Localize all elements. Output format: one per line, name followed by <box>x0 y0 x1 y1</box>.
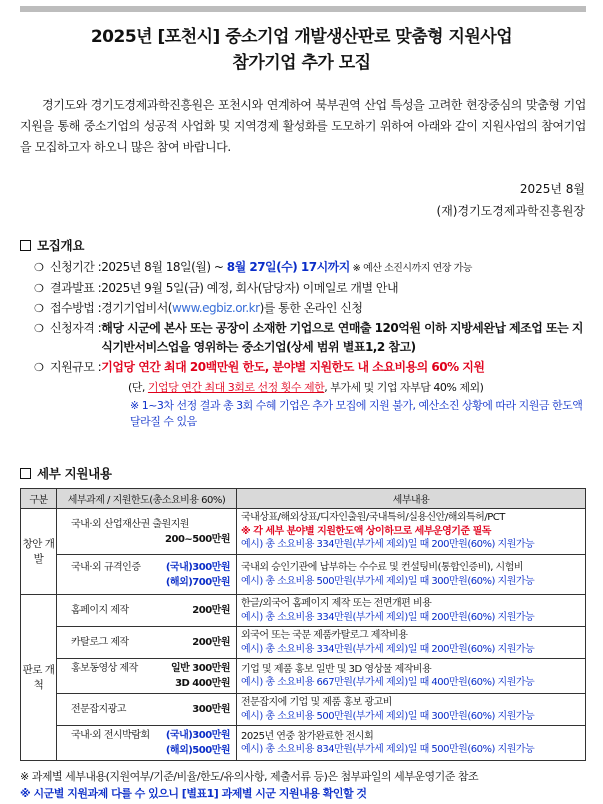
checkbox-square-icon <box>20 240 31 251</box>
table-header-row <box>21 489 586 509</box>
task-cell: 국내·외 규격인증 (국내)300만원 (해외)700만원 <box>57 555 237 595</box>
detail-cell: 한글/외국어 홈페이지 제작 또는 전면개편 비용 예시) 총 소요비용 334만원(부가세 제외)일 때 200만원(60%) 지원가능 <box>237 595 586 627</box>
footnotes <box>20 768 586 802</box>
circle-bullet-icon: ❍ <box>34 261 44 274</box>
table-row <box>21 509 586 555</box>
circle-bullet-icon: ❍ <box>34 361 44 374</box>
task-cell: 홈페이지 제작 200만원 <box>57 595 237 627</box>
table-row <box>21 659 586 694</box>
table-row <box>21 627 586 659</box>
egbiz-link[interactable]: www.egbiz.or.kr <box>171 301 260 315</box>
category-cell: 창안 개발 <box>21 509 57 595</box>
detail-cell: 기업 및 제품 홍보 일반 및 3D 영상물 제작비용 예시) 총 소요비용 667만원(부가세 제외)일 때 400만원(60%) 지원가능 <box>237 659 586 694</box>
category-cell: 판로 개척 <box>21 595 57 761</box>
list-item-period: ❍ 신청기간 : 2025년 8월 18일(월) ~ 8월 27일(수) 17시까지 ※ 예산 소진시까지 연장 가능 <box>34 258 594 278</box>
section-heading-overview: 모집개요 <box>20 236 84 254</box>
header-task: 세부과제 / 지원한도(총소요비용 60%) <box>57 489 237 509</box>
task-cell: 국내·외 전시박람회 (국내)300만원 (해외)500만원 <box>57 726 237 761</box>
scale-exception-note: (단, 기업당 연간 최대 3회로 선정 횟수 제한, 부가세 및 기업 자부담 40% 제외) <box>128 381 484 394</box>
task-cell: 국내·외 산업재산권 출원지원 200~500만원 <box>57 509 237 555</box>
selection-limit-note: ※ 1~3차 선정 결과 총 3회 수혜 기업은 추가 모집에 지원 불가, 예산소진 상황에 따라 지원금 한도액 달라질 수 있음 <box>130 399 583 428</box>
table-row <box>21 595 586 627</box>
issuer-block <box>437 178 585 222</box>
detail-cell: 국내상표/해외상표/디자인출원/국내특허/실용신안/해외특허/PCT ※ 각 세부 분야별 지원한도액 상이하므로 세부운영기준 필독 예시) 총 소요비용 334만원(부가세 제외)일 때 200만원(60%) 지원가능 <box>237 509 586 555</box>
support-table <box>20 488 586 761</box>
checkbox-square-icon <box>20 468 31 479</box>
task-cell: 전문잡지광고 300만원 <box>57 694 237 726</box>
circle-bullet-icon: ❍ <box>34 282 44 295</box>
list-item-scale: ❍ 지원규모 : 기업당 연간 최대 20백만원 한도, 분야별 지원한도 내 소요비용의 60% 지원 <box>34 358 594 377</box>
footnote-city-check: ※ 시군별 지원과제 다를 수 있으니 [별표1] 과제별 시군 지원내용 확인할 것 <box>20 787 367 800</box>
issue-date: 2025년 8월 <box>519 182 585 196</box>
detail-cell: 외국어 또는 국문 제품카탈로그 제작비용 예시) 총 소요비용 334만원(부가세 제외)일 때 200만원(60%) 지원가능 <box>237 627 586 659</box>
list-item-announce: ❍ 결과발표 : 2025년 9월 5일(금) 예정, 회사(담당자) 이메일로 개별 안내 <box>34 279 594 298</box>
task-cell: 홍보동영상 제작 일반 300만원 3D 400만원 <box>57 659 237 694</box>
footnote-guideline: ※ 과제별 세부내용(지원여부/기준/비율/한도/유의사항, 제출서류 등)은 첨부파일의 세부운영기준 참조 <box>20 770 479 783</box>
issuer-org: (재)경기도경제과학진흥원장 <box>436 204 585 218</box>
table-row <box>21 694 586 726</box>
header-detail: 세부내용 <box>237 489 586 509</box>
detail-cell: 전문잡지에 기업 및 제품 홍보 광고비 예시) 총 소요비용 500만원(부가세 제외)일 때 300만원(60%) 지원가능 <box>237 694 586 726</box>
header-category: 구분 <box>21 489 57 509</box>
detail-cell: 2025년 연중 참가완료한 전시회 예시) 총 소요비용 834만원(부가세 제외)일 때 500만원(60%) 지원가능 <box>237 726 586 761</box>
list-item-qualification: ❍ 신청자격 : 해당 시군에 본사 또는 공장이 소재한 기업으로 연매출 120억원 이하 지방세완납 제조업 또는 지식기반서비스업을 영위하는 중소기업(상세 범위 별표1,2 참고) <box>34 319 594 357</box>
title-line-1: 2025년 [포천시] 중소기업 개발생산판로 맞춤형 지원사업 <box>90 27 513 47</box>
overview-list <box>34 258 594 378</box>
circle-bullet-icon: ❍ <box>34 322 44 335</box>
list-item-method: ❍ 접수방법 : 경기기업비서(www.egbiz.or.kr)를 통한 온라인 신청 <box>34 299 594 318</box>
intro-paragraph: 경기도와 경기도경제과학진흥원은 포천시와 연계하여 북부권역 산업 특성을 고려한 현장중심의 맞춤형 기업지원을 통해 중소기업의 성공적 사업화 및 지역경제 활성화를 도모하기 위하여 아래와 같이 지원사업의 참여기업을 모집하고자 하오니 많은 참여 바랍니다. <box>20 98 586 154</box>
circle-bullet-icon: ❍ <box>34 302 44 315</box>
table-row <box>21 726 586 761</box>
task-cell: 카탈로그 제작 200만원 <box>57 627 237 659</box>
detail-cell: 국내외 승인기관에 납부하는 수수료 및 컨설팅비(통합인증비), 시험비 예시) 총 소요비용 500만원(부가세 제외)일 때 300만원(60%) 지원가능 <box>237 555 586 595</box>
table-row <box>21 555 586 595</box>
title-line-2: 참가기업 추가 모집 <box>232 53 371 73</box>
section-heading-details: 세부 지원내용 <box>20 464 112 482</box>
page-title <box>0 24 603 76</box>
top-divider-bar <box>20 6 586 12</box>
